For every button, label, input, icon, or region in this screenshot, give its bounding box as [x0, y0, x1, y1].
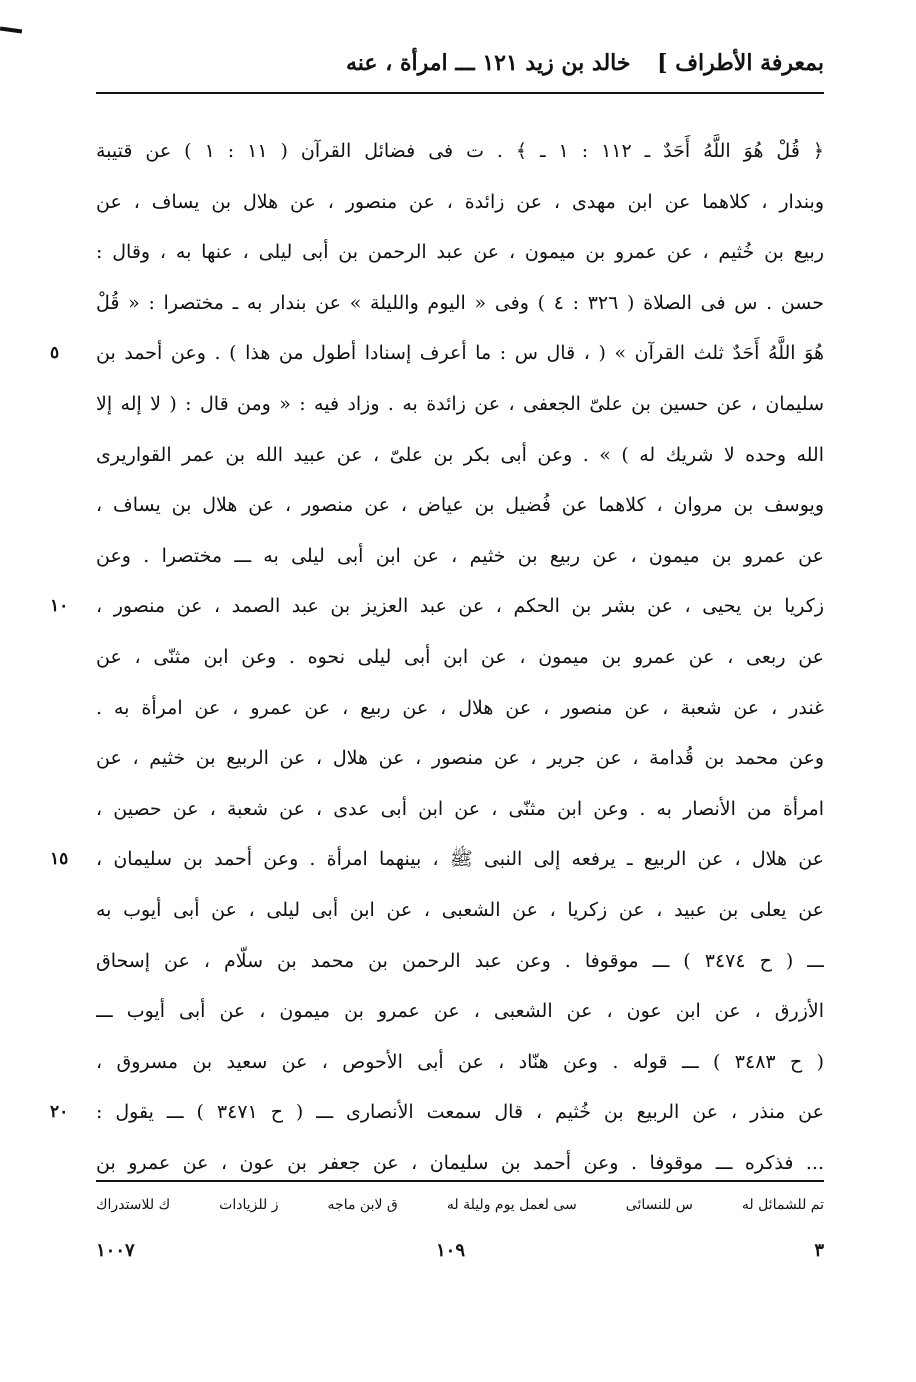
header-section-title: خالد بن زيد ١٢١ ـــ امرأة ، عنه	[346, 50, 631, 76]
line-text: ( ح ٣٤٨٣ ) ـــ قوله . وعن هنّاد ، عن أبى الأحوص ، عن سعيد بن مسروق ،	[96, 1050, 824, 1073]
text-line	[96, 581, 824, 632]
footnote-item: سى لعمل يوم وليلة له	[446, 1197, 577, 1213]
line-text: عن هلال ، عن الربيع ـ يرفعه إلى النبى ﷺ ، بينهما امرأة . وعن أحمد بن سليمان ،	[96, 848, 824, 871]
line-text: ـــ ( ح ٣٤٧٤ ) ـــ موقوفا . وعن عبد الرحمن بن محمد بن سلّام ، عن إسحاق	[96, 949, 824, 972]
footnote-item: ق لابن ماجه	[327, 1197, 398, 1213]
text-line	[96, 733, 824, 784]
line-text: سليمان ، عن حسين بن علىّ الجعفى ، عن زائدة به . وزاد فيه : « ومن قال : ( لا إله إلا	[96, 392, 824, 415]
footnote-item: ك للاستدراك	[96, 1197, 171, 1213]
text-line	[96, 1037, 824, 1088]
body-text	[96, 126, 824, 1188]
line-text: الله وحده لا شريك له ) » . وعن أبى بكر بن علىّ ، عن عبيد الله بن عمر القواريرى	[96, 443, 824, 466]
line-number: ٥	[50, 343, 60, 364]
line-text: عن يعلى بن عبيد ، عن زكريا ، عن الشعبى ، عن ابن أبى ليلى ، عن أبى أيوب به	[96, 898, 824, 921]
text-line	[96, 227, 824, 278]
line-text: وبندار ، كلاهما عن ابن مهدى ، عن زائدة ، عن منصور ، عن هلال بن يساف ، عن	[96, 190, 824, 213]
page-header	[96, 40, 824, 88]
text-line	[96, 784, 824, 835]
line-text: غندر ، عن شعبة ، عن منصور ، عن هلال ، عن ربيع ، عن عمرو ، عن امرأة به .	[96, 696, 824, 719]
line-text: هُوَ اللَّهُ أَحَدٌ ثلث القرآن » ( ، قال س : ما أعرف إسنادا أطول من هذا ) . وعن أحمد بن	[96, 342, 824, 365]
line-text: حسن . س فى الصلاة ( ٣٢٦ : ٤ ) وفى « اليوم والليلة » عن بندار به ـ مختصرا : « قُلْ	[96, 291, 824, 314]
text-line	[96, 379, 824, 430]
footnote-item: تم للشمائل له	[741, 1197, 824, 1213]
volume-number: ٣	[814, 1240, 824, 1261]
line-text: ربيع بن خُثيم ، عن عمرو بن ميمون ، عن عبد الرحمن بن أبى ليلى ، عنها به ، وقال :	[96, 241, 824, 264]
line-text: عن ربعى ، عن عمرو بن ميمون ، عن ابن أبى ليلى نحوه . وعن ابن مثنّى ، عن	[96, 645, 824, 668]
line-text: ﴿ قُلْ هُوَ اللَّهُ أَحَدٌ ـ ١١٢ : ١ ـ ﴾ . ت فى فضائل القرآن ( ١١ : ١ ) عن قتيبة	[96, 140, 824, 162]
header-rule	[96, 92, 824, 94]
line-text: زكريا بن يحيى ، عن بشر بن الحكم ، عن عبد العزيز بن عبد الصمد ، عن منصور ،	[96, 595, 824, 618]
total-page-number: ١٠٠٧	[96, 1240, 135, 1261]
line-number: ١٥	[50, 849, 69, 870]
footnote-legend	[96, 1190, 824, 1220]
footnote-item: س للنسائى	[625, 1197, 693, 1213]
text-line	[96, 480, 824, 531]
line-text: عن منذر ، عن الربيع بن خُثيم ، قال سمعت الأنصارى ـــ ( ح ٣٤٧١ ) ـــ يقول :	[96, 1101, 824, 1124]
text-line	[96, 834, 824, 885]
text-line	[96, 328, 824, 379]
page-numbers	[96, 1240, 824, 1270]
text-line	[96, 531, 824, 582]
text-line	[96, 177, 824, 228]
footnote-rule	[96, 1180, 824, 1182]
text-line	[96, 430, 824, 481]
text-line	[96, 936, 824, 987]
header-book-title: بمعرفة الأطراف ]	[657, 50, 824, 76]
text-line	[96, 632, 824, 683]
corner-mark	[0, 26, 22, 33]
line-text: ... فذكره ـــ موقوفا . وعن أحمد بن سليمان ، عن جعفر بن عون ، عن عمرو بن	[96, 1151, 824, 1174]
text-line	[96, 683, 824, 734]
line-number: ١٠	[50, 596, 69, 617]
line-text: الأزرق ، عن ابن عون ، عن الشعبى ، عن عمرو بن ميمون ، عن أبى أيوب ـــ	[96, 1000, 824, 1023]
line-text: وعن محمد بن قُدامة ، عن جرير ، عن منصور ، عن هلال ، عن الربيع بن خثيم ، عن	[96, 747, 824, 770]
text-line	[96, 1087, 824, 1138]
page-number: ١٠٩	[436, 1240, 466, 1261]
text-line	[96, 986, 824, 1037]
line-text: عن عمرو بن ميمون ، عن ربيع بن خثيم ، عن ابن أبى ليلى به ـــ مختصرا . وعن	[96, 544, 824, 567]
line-text: ويوسف بن مروان ، كلاهما عن فُضيل بن عياض ، عن منصور ، عن هلال بن يساف ،	[96, 494, 824, 517]
line-number: ٢٠	[50, 1102, 69, 1123]
text-line	[96, 278, 824, 329]
text-line	[96, 885, 824, 936]
line-text: امرأة من الأنصار به . وعن ابن مثنّى ، عن ابن أبى عدى ، عن شعبة ، عن حصين ،	[96, 797, 824, 820]
text-line	[96, 126, 824, 177]
footnote-item: ز للزيادات	[219, 1197, 279, 1213]
